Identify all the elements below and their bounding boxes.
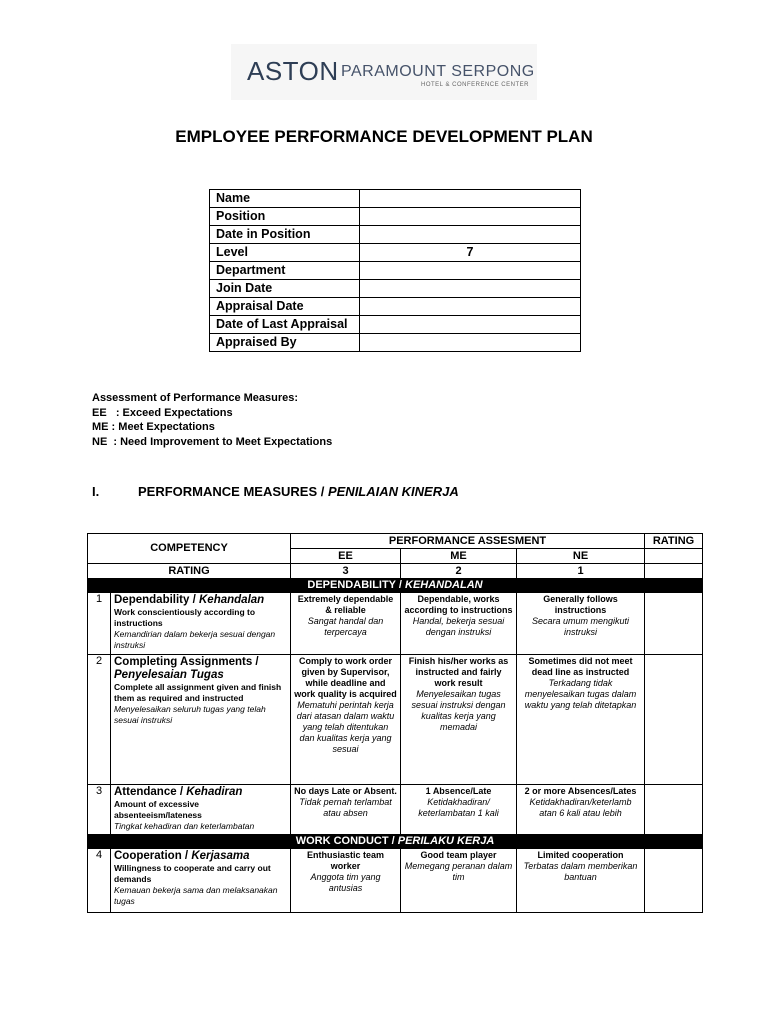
- ne-criteria-id: Terkadang tidak menyelesaikan tugas dalam waktu yang telah ditetapkan: [524, 678, 637, 710]
- assessment-line-ee: EE : Exceed Expectations: [92, 406, 233, 419]
- ne-criteria-id: Terbatas dalam memberikan bantuan: [523, 861, 638, 882]
- ne-criteria: Sometimes did not meet dead line as instructed: [528, 656, 633, 677]
- rating-header: RATING: [645, 534, 703, 549]
- competency-title: Completing Assignments /: [114, 656, 259, 668]
- ne-criteria: 2 or more Absences/Lates: [524, 786, 637, 796]
- competency-title-italic: Penyelesaian Tugas: [114, 669, 224, 681]
- info-value-department[interactable]: [360, 262, 581, 280]
- info-row-last-appraisal: [210, 316, 581, 334]
- band-dependability-italic: KEHANDALAN: [405, 579, 483, 591]
- competency-description: Amount of excessive absenteeism/lateness: [114, 799, 202, 820]
- competency-description-id: Tingkat kehadiran dan keterlambatan: [114, 821, 255, 831]
- info-value-date-in-position[interactable]: [360, 226, 581, 244]
- competency-title-italic: Kehandalan: [199, 594, 265, 606]
- me-criteria: 1 Absence/Late: [425, 786, 492, 796]
- band-conduct-text: WORK CONDUCT /: [295, 835, 398, 847]
- competency-title: Dependability /: [114, 594, 199, 606]
- rating-cell[interactable]: [645, 849, 703, 913]
- row-number: 2: [88, 655, 111, 785]
- info-row-join-date: [210, 280, 581, 298]
- row-number: 3: [88, 785, 111, 835]
- info-row-level: [210, 244, 581, 262]
- band-dependability-text: DEPENDABILITY /: [307, 579, 405, 591]
- ne-criteria: Limited cooperation: [537, 850, 624, 860]
- info-value-position[interactable]: [360, 208, 581, 226]
- competency-row: [88, 849, 703, 913]
- me-criteria-id: Menyelesaikan tugas sesuai instruksi dengan kualitas kerja yang memadai: [411, 689, 506, 732]
- competency-description-id: Kemauan bekerja sama dan melaksanakan tugas: [114, 885, 278, 906]
- info-value-join-date[interactable]: [360, 280, 581, 298]
- section-heading: [92, 484, 459, 499]
- ee-criteria-id: Tidak pernah terlambat atau absen: [299, 797, 392, 818]
- ee-criteria-id: Sangat handal dan terpercaya: [307, 616, 384, 637]
- competency-description: Complete all assignment given and finish them as required and instructed: [114, 682, 282, 703]
- info-row-appraisal-date: [210, 298, 581, 316]
- row-number: 1: [88, 593, 111, 655]
- info-row-date-in-position: [210, 226, 581, 244]
- info-label: Appraisal Date: [210, 298, 360, 316]
- row-number: 4: [88, 849, 111, 913]
- score-rating-blank: [645, 564, 703, 579]
- ne-criteria: Generally follows instructions: [543, 594, 618, 615]
- me-criteria: Finish his/her works as instructed and fairly work result: [408, 656, 509, 688]
- ne-criteria-id: Secara umum mengikuti instruksi: [531, 616, 630, 637]
- me-criteria-id: Ketidakhadiran/ keterlambatan 1 kali: [418, 797, 499, 818]
- info-value-name[interactable]: [360, 190, 581, 208]
- band-dependability: [88, 579, 703, 593]
- competency-title: Cooperation /: [114, 850, 192, 862]
- info-row-appraised-by: [210, 334, 581, 352]
- competency-description-id: Kemandirian dalam bekerja sesuai dengan instruksi: [114, 629, 276, 650]
- rating-row-label: RATING: [88, 564, 291, 579]
- me-criteria-id: Handal, bekerja sesuai dengan instruksi: [412, 616, 505, 637]
- competency-title-italic: Kehadiran: [186, 786, 243, 798]
- info-label: Date of Last Appraisal: [210, 316, 360, 334]
- info-label: Date in Position: [210, 226, 360, 244]
- ee-criteria: Extremely dependable & reliable: [297, 594, 394, 615]
- me-criteria-id: Memegang peranan dalam tim: [404, 861, 513, 882]
- section-title-italic: PENILAIAN KINERJA: [327, 484, 459, 499]
- me-criteria: Dependable, works according to instructions: [404, 594, 513, 615]
- competency-row: [88, 655, 703, 785]
- rating-cell[interactable]: [645, 655, 703, 785]
- assessment-heading: Assessment of Performance Measures:: [92, 392, 299, 404]
- info-value-appraised-by[interactable]: [360, 334, 581, 352]
- assessment-legend: [92, 391, 332, 449]
- band-conduct-italic: PERILAKU KERJA: [397, 835, 495, 847]
- hotel-logo: [231, 44, 537, 100]
- logo-brand: ASTON: [247, 56, 339, 86]
- document-title: EMPLOYEE PERFORMANCE DEVELOPMENT PLAN: [175, 127, 593, 146]
- info-label: Appraised By: [210, 334, 360, 352]
- info-label: Level: [210, 244, 360, 262]
- competency-description: Willingness to cooperate and carry out demands: [114, 863, 271, 884]
- level-ee-header: EE: [291, 549, 401, 564]
- ee-criteria-id: Mematuhi perintah kerja dari atasan dalam waktu yang telah ditentukan dan kualitas kerja yang sesuai: [296, 700, 395, 754]
- performance-table: [87, 533, 703, 913]
- competency-description-id: Menyelesaikan seluruh tugas yang telah sesuai instruksi: [114, 704, 266, 725]
- score-me: 2: [401, 564, 517, 579]
- level-ne-header: NE: [517, 549, 645, 564]
- ne-criteria-id: Ketidakhadiran/keterlamb atan 6 kali atau lebih: [529, 797, 632, 818]
- info-label: Join Date: [210, 280, 360, 298]
- competency-title: Attendance /: [114, 786, 187, 798]
- ee-criteria: Enthusiastic team worker: [306, 850, 385, 871]
- band-work-conduct: [88, 835, 703, 849]
- assessment-line-ne: NE : Need Improvement to Meet Expectations: [92, 435, 333, 448]
- info-label: Name: [210, 190, 360, 208]
- info-row-name: [210, 190, 581, 208]
- info-row-position: [210, 208, 581, 226]
- info-value-last-appraisal[interactable]: [360, 316, 581, 334]
- info-value-appraisal-date[interactable]: [360, 298, 581, 316]
- info-label: Position: [210, 208, 360, 226]
- rating-header-blank: [645, 549, 703, 564]
- info-row-department: [210, 262, 581, 280]
- level-me-header: ME: [401, 549, 517, 564]
- section-number: I.: [92, 484, 100, 499]
- info-value-level[interactable]: 7: [360, 244, 581, 262]
- performance-assessment-header: PERFORMANCE ASSESMENT: [291, 534, 645, 549]
- competency-description: Work conscientiously according to instructions: [114, 607, 256, 628]
- score-ne: 1: [517, 564, 645, 579]
- rating-cell[interactable]: [645, 593, 703, 655]
- ee-criteria: No days Late or Absent.: [294, 786, 397, 796]
- ee-criteria-id: Anggota tim yang antusias: [310, 872, 381, 893]
- info-label: Department: [210, 262, 360, 280]
- competency-row: [88, 593, 703, 655]
- competency-title-italic: Kerjasama: [191, 850, 250, 862]
- employee-info-table: [209, 189, 581, 352]
- me-criteria: Good team player: [420, 850, 497, 860]
- section-title: PERFORMANCE MEASURES /: [138, 484, 328, 499]
- rating-cell[interactable]: [645, 785, 703, 835]
- ee-criteria: Comply to work order given by Supervisor, while deadline and work quality is acquired: [294, 656, 397, 699]
- logo-tagline: HOTEL & CONFERENCE CENTER: [421, 82, 529, 88]
- competency-row: [88, 785, 703, 835]
- score-ee: 3: [291, 564, 401, 579]
- assessment-line-me: ME : Meet Expectations: [92, 421, 215, 433]
- logo-property: PARAMOUNT SERPONG: [341, 63, 535, 80]
- competency-header: COMPETENCY: [88, 534, 291, 564]
